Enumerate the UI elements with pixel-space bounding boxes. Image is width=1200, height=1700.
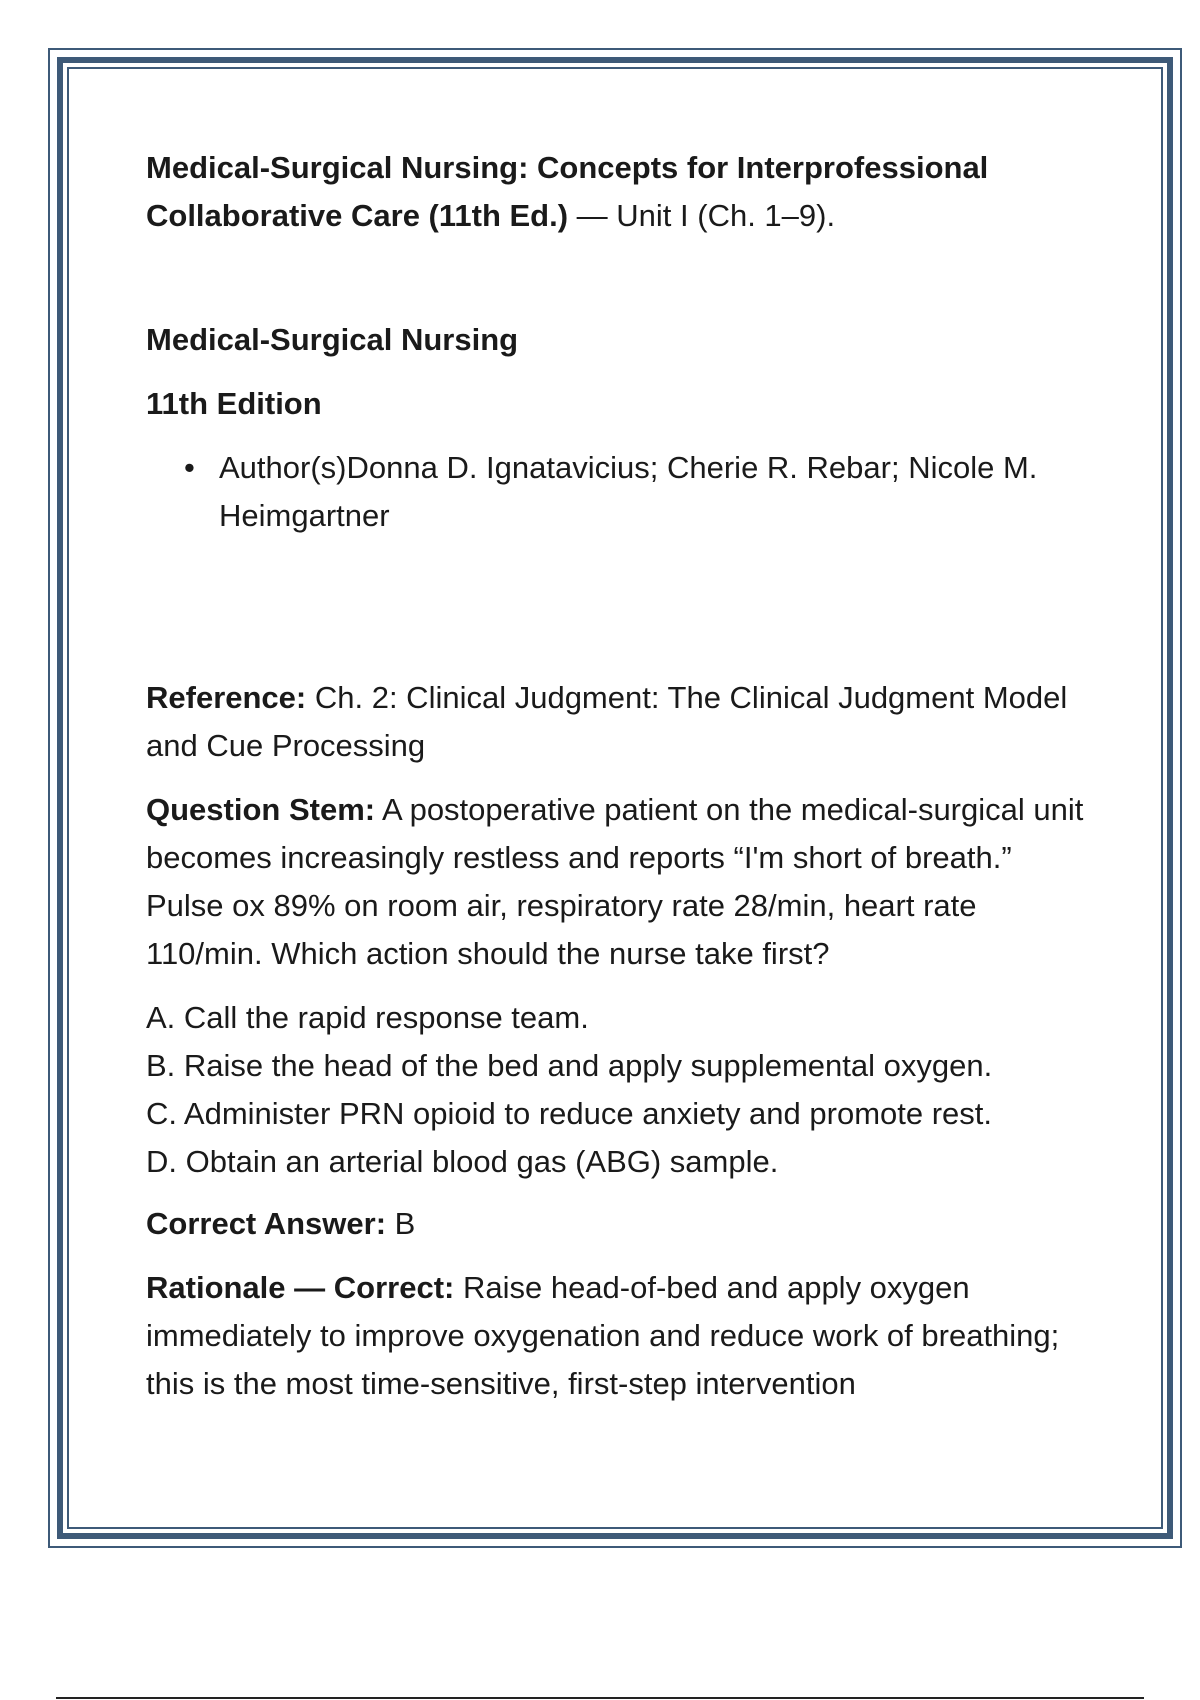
option-a: A. Call the rapid response team. bbox=[146, 1000, 589, 1035]
book-edition: 11th Edition bbox=[146, 386, 322, 421]
bullet-icon: • bbox=[184, 450, 195, 485]
rationale: Rationale — Correct: Raise head-of-bed and apply oxygen immediately to improve oxygenation and reduce work of breathing; this is the most time-sensitive, first-step intervention bbox=[146, 1270, 1060, 1401]
document-content bbox=[146, 144, 1096, 1408]
author-list bbox=[146, 444, 1096, 540]
author-list-item: • Author(s)Donna D. Ignatavicius; Cherie R. Rebar; Nicole M. Heimgartner bbox=[146, 444, 1096, 540]
footer-divider bbox=[56, 1697, 1144, 1699]
book-name: Medical-Surgical Nursing bbox=[146, 322, 519, 357]
option-c: C. Administer PRN opioid to reduce anxiety and promote rest. bbox=[146, 1096, 993, 1131]
correct-answer: Correct Answer: B bbox=[146, 1206, 416, 1241]
book-title: Medical-Surgical Nursing: Concepts for Interprofessional Collaborative Care (11th Ed.) — Unit I (Ch. 1–9). bbox=[146, 150, 989, 233]
option-d: D. Obtain an arterial blood gas (ABG) sample. bbox=[146, 1144, 779, 1179]
reference: Reference: Ch. 2: Clinical Judgment: The Clinical Judgment Model and Cue Processing bbox=[146, 680, 1068, 763]
answer-options bbox=[146, 994, 1096, 1186]
option-b: B. Raise the head of the bed and apply supplemental oxygen. bbox=[146, 1048, 993, 1083]
question-stem: Question Stem: A postoperative patient on the medical-surgical unit becomes increasingly restless and reports “I'm short of breath.” Pulse ox 89% on room air, respiratory rate 28/min, heart rate 110/min. Which action should the nurse take first? bbox=[146, 792, 1084, 971]
